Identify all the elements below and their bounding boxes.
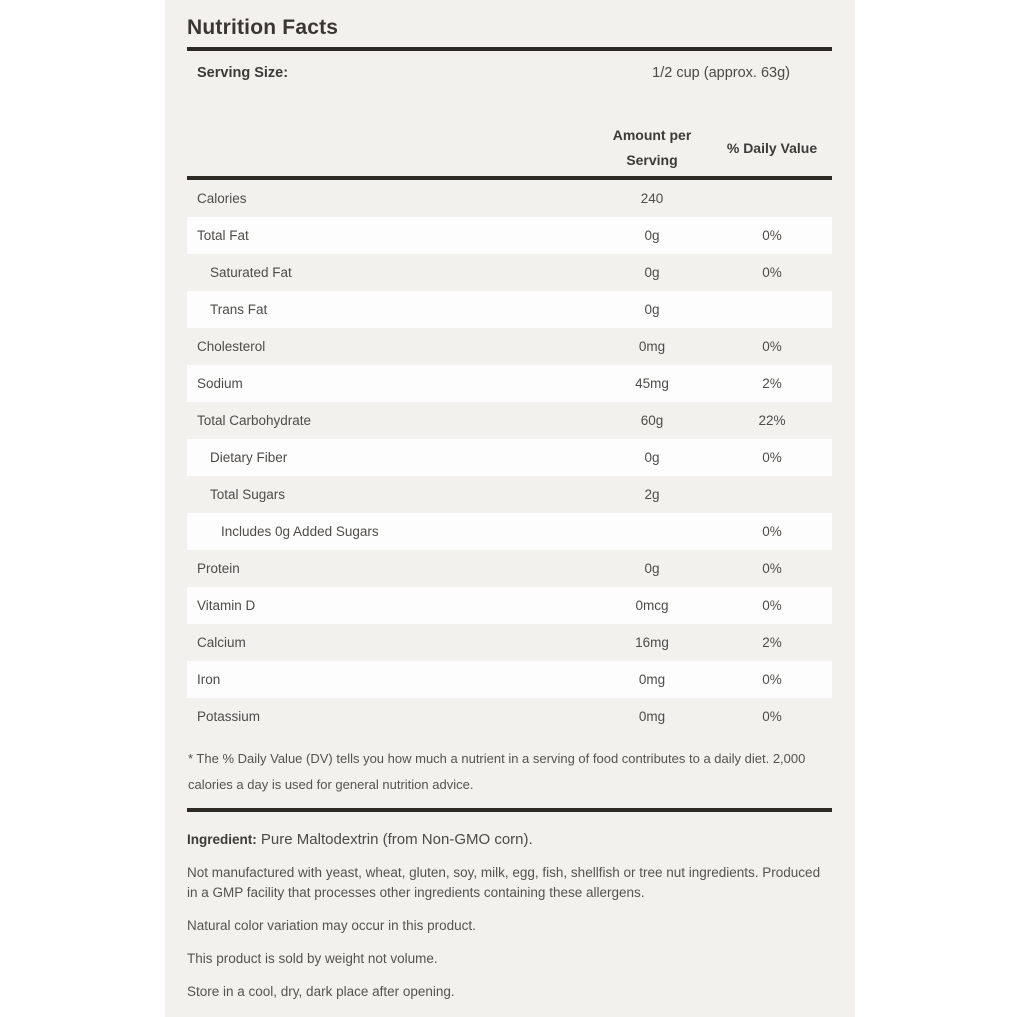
- nutrition-label-card: [165, 0, 855, 1017]
- nutrient-amount: 45mg: [635, 376, 669, 391]
- nutrient-row-protein: [187, 550, 832, 587]
- nutrient-amount: 16mg: [635, 635, 669, 650]
- nutrient-name: Calcium: [197, 635, 246, 650]
- daily-value-column-header: % Daily Value: [726, 139, 818, 156]
- nutrient-row-iron: [187, 661, 832, 698]
- nutrient-row-includes-0g-added-sugars: [187, 513, 832, 550]
- table-header-row: [187, 123, 832, 176]
- nutrient-amount: 0mcg: [635, 598, 669, 613]
- nutrient-amount: 0g: [644, 265, 660, 280]
- nutrient-row-dietary-fiber: [187, 439, 832, 476]
- nutrient-daily-value: 2%: [762, 376, 782, 391]
- nutrient-row-total-sugars: [187, 476, 832, 513]
- note-1: Not manufactured with yeast, wheat, gluten, soy, milk, egg, fish, shellfish or tree nut ingredients. Produced in a GMP facility that processes other ingredients containing these allergens.: [187, 865, 821, 900]
- nutrient-amount: 0mg: [638, 672, 666, 687]
- nutrient-name: Trans Fat: [210, 302, 268, 317]
- ingredient-line: [187, 831, 832, 848]
- nutrient-amount: 0mg: [638, 339, 666, 354]
- nutrient-name: Potassium: [197, 709, 261, 724]
- nutrient-amount: 240: [640, 191, 664, 206]
- nutrient-daily-value: 2%: [762, 635, 782, 650]
- label-title: Nutrition Facts: [187, 16, 339, 39]
- nutrient-name: Saturated Fat: [210, 265, 292, 280]
- nutrient-name: Cholesterol: [197, 339, 266, 354]
- ingredient-value: Pure Maltodextrin (from Non-GMO corn).: [260, 831, 533, 848]
- note-3: This product is sold by weight not volume.: [187, 951, 438, 966]
- nutrient-name: Protein: [197, 561, 240, 576]
- nutrient-name: Vitamin D: [197, 598, 256, 613]
- nutrient-amount: 60g: [640, 413, 664, 428]
- nutrient-amount: 2g: [644, 487, 660, 502]
- footnote-divider: [187, 808, 832, 812]
- note-2: Natural color variation may occur in this product.: [187, 918, 476, 933]
- nutrient-table: [187, 180, 832, 735]
- nutrient-amount: 0mg: [638, 709, 666, 724]
- nutrient-daily-value: 0%: [762, 524, 782, 539]
- nutrient-row-trans-fat: [187, 291, 832, 328]
- nutrient-row-vitamin-d: [187, 587, 832, 624]
- nutrient-name: Includes 0g Added Sugars: [221, 524, 379, 539]
- nutrient-name: Total Sugars: [210, 487, 286, 502]
- nutrient-row-total-carbohydrate: [187, 402, 832, 439]
- serving-size-value: 1/2 cup (approx. 63g): [652, 65, 790, 81]
- ingredient-label: Ingredient:: [187, 832, 257, 847]
- nutrient-row-calories: [187, 180, 832, 217]
- nutrient-daily-value: 0%: [762, 265, 782, 280]
- nutrient-row-calcium: [187, 624, 832, 661]
- nutrient-daily-value: 0%: [762, 598, 782, 613]
- nutrient-row-sodium: [187, 365, 832, 402]
- nutrient-amount: 0g: [644, 228, 660, 243]
- nutrient-amount: 0g: [644, 450, 660, 465]
- nutrient-row-potassium: [187, 698, 832, 735]
- nutrient-daily-value: 0%: [762, 450, 782, 465]
- nutrient-name: Iron: [197, 672, 221, 687]
- nutrient-name: Dietary Fiber: [210, 450, 288, 465]
- nutrient-amount: 0g: [644, 302, 660, 317]
- notes-section: [187, 863, 832, 1002]
- nutrient-amount: 0g: [644, 561, 660, 576]
- nutrient-row-saturated-fat: [187, 254, 832, 291]
- nutrient-daily-value: 0%: [762, 561, 782, 576]
- nutrient-name: Total Carbohydrate: [197, 413, 312, 428]
- amount-column-header: Amount per Serving: [612, 127, 692, 168]
- nutrient-daily-value: 0%: [762, 228, 782, 243]
- nutrient-daily-value: 22%: [758, 413, 786, 428]
- serving-size-row: [187, 51, 832, 97]
- nutrient-name: Sodium: [197, 376, 243, 391]
- nutrient-name: Calories: [197, 191, 247, 206]
- nutrient-daily-value: 0%: [762, 672, 782, 687]
- nutrient-name: Total Fat: [197, 228, 249, 243]
- nutrient-daily-value: 0%: [762, 339, 782, 354]
- nutrient-daily-value: 0%: [762, 709, 782, 724]
- note-4: Store in a cool, dry, dark place after opening.: [187, 984, 455, 999]
- nutrient-row-cholesterol: [187, 328, 832, 365]
- nutrient-row-total-fat: [187, 217, 832, 254]
- daily-value-footnote: * The % Daily Value (DV) tells you how much a nutrient in a serving of food contributes to a daily diet. 2,000 calories a day is used for general nutrition advice.: [188, 751, 806, 792]
- serving-size-label: Serving Size:: [197, 65, 289, 81]
